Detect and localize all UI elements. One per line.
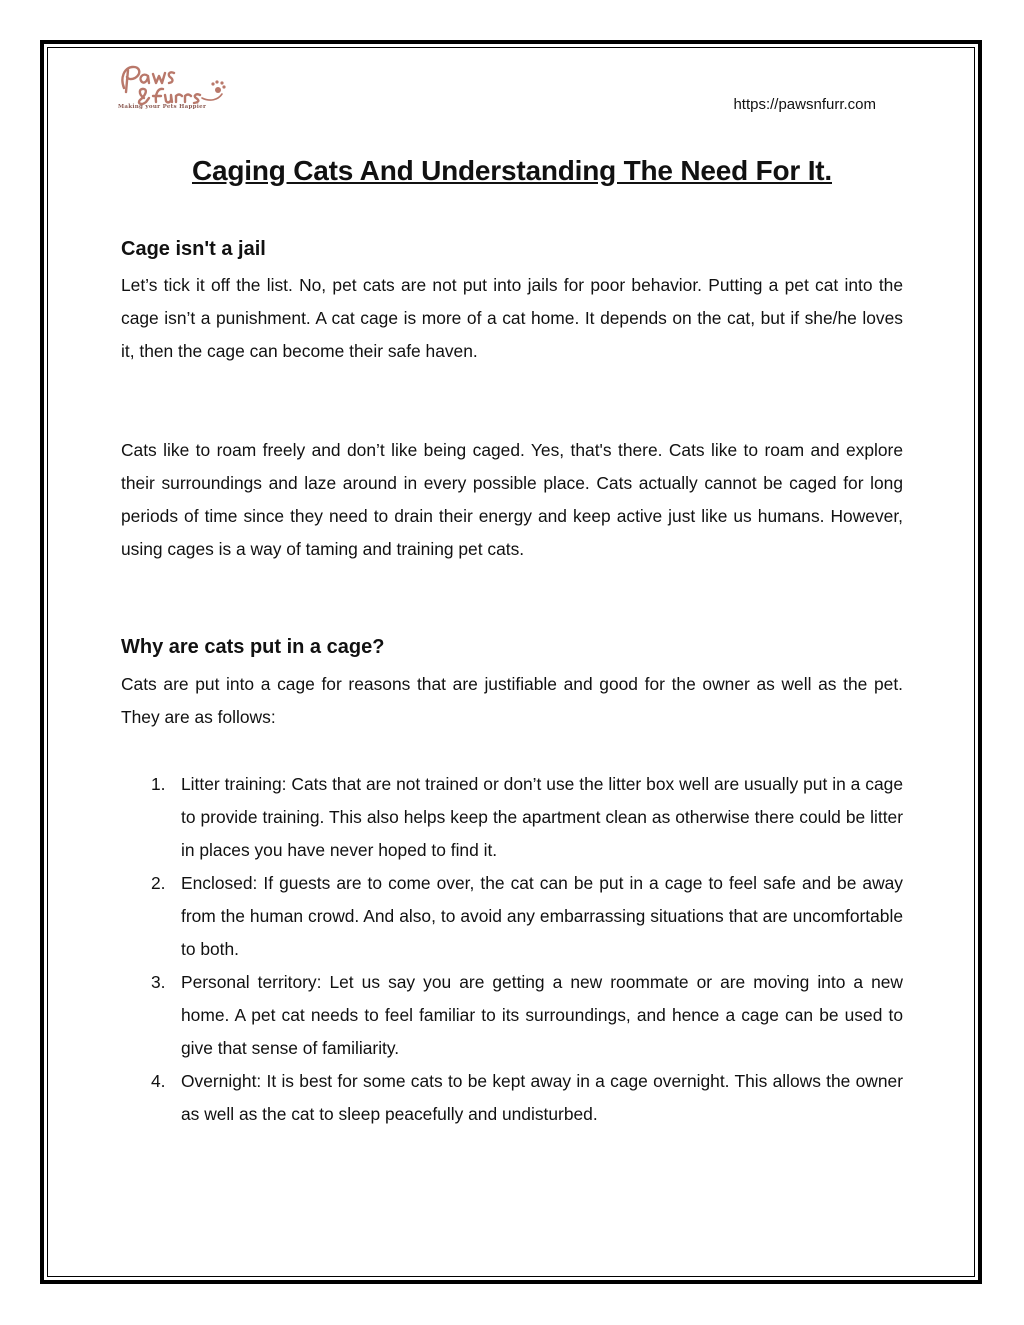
section-heading-why-cage: Why are cats put in a cage? [121, 636, 385, 658]
list-item [121, 1065, 903, 1131]
list-item-number: 2. [151, 873, 166, 893]
list-item-text: Personal territory: Let us say you are getting a new roommate or are moving into a new home. A pet cat needs to feel familiar to its surroundings, and hence a cage can be used to give that sense of familiarity. [181, 972, 903, 1058]
list-item-text: Enclosed: If guests are to come over, the cat can be put in a cage to feel safe and be away from the human crowd. And also, to avoid any embarrassing situations that are uncomfortable to both. [181, 873, 903, 959]
list-item-number: 3. [151, 972, 166, 992]
list-item-number: 1. [151, 774, 166, 794]
paragraph-why-intro: Cats are put into a cage for reasons that are justifiable and good for the owner as well as the pet. They are as follows: [121, 674, 903, 727]
list-item-text: Litter training: Cats that are not trained or don’t use the litter box well are usually put in a cage to provide training. This also helps keep the apartment clean as otherwise there could be litter in places you have never hoped to find it. [181, 774, 903, 860]
list-item [121, 768, 903, 867]
paragraph-cage-not-jail: Let’s tick it off the list. No, pet cats are not put into jails for poor behavior. Putting a pet cat into the cage isn’t a punishment. A cat cage is more of a cat home. It depends on the cat, but if she/he loves it, then the cage can become their safe haven. [121, 275, 903, 361]
list-item [121, 867, 903, 966]
paragraph-cats-roam: Cats like to roam freely and don’t like being caged. Yes, that's there. Cats like to roam and explore their surroundings and laze around in every possible place. Cats actually cannot be caged for long periods of time since they need to drain their energy and keep active just like us humans. However, using cages is a way of taming and training pet cats. [121, 440, 903, 559]
reasons-list [121, 768, 903, 1131]
logo-tagline: Making your Pets Happier [118, 104, 207, 110]
section-heading-cage-not-jail: Cage isn't a jail [121, 238, 266, 260]
site-url[interactable]: https://pawsnfurr.com [733, 96, 876, 113]
list-item-text: Overnight: It is best for some cats to be kept away in a cage overnight. This allows the owner as well as the cat to sleep peacefully and undisturbed. [181, 1071, 903, 1124]
list-item [121, 966, 903, 1065]
list-item-number: 4. [151, 1071, 166, 1091]
page-title: Caging Cats And Understanding The Need For It. [191, 155, 832, 186]
